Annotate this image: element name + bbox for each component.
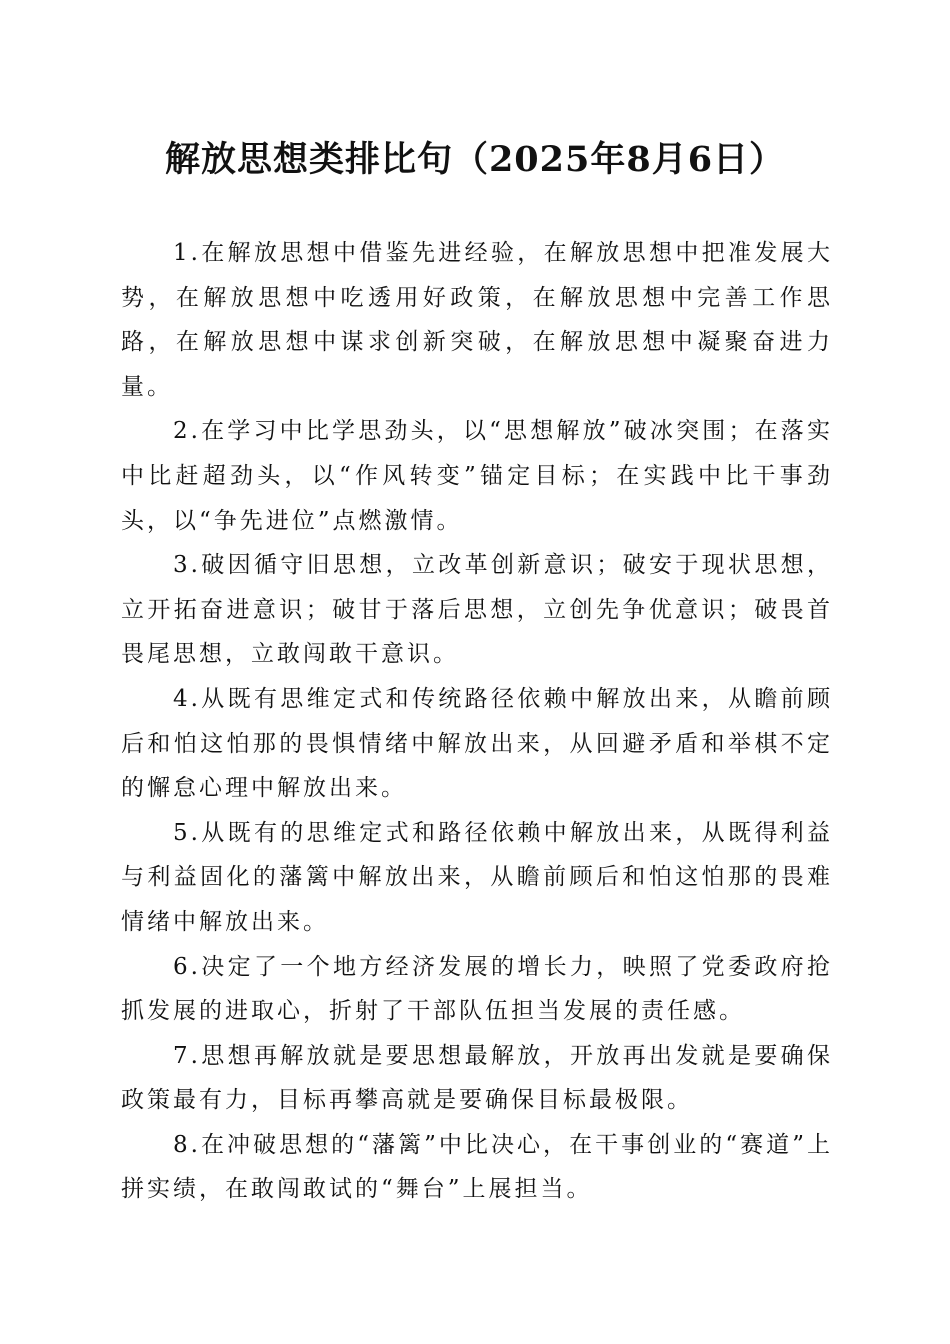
paragraph-2: 2.在学习中比学思劲头，以“思想解放”破冰突围；在落实中比赶超劲头，以“作风转变”锚定目标；在实践中比干事劲头，以“争先进位”点燃激情。 <box>121 418 833 534</box>
paragraph-7: 7.思想再解放就是要思想最解放，开放再出发就是要确保政策最有力，目标再攀高就是要确保目标最极限。 <box>121 1042 833 1114</box>
document-body <box>121 231 833 1212</box>
paragraph-4: 4.从既有思维定式和传统路径依赖中解放出来，从瞻前顾后和怕这怕那的畏惧情绪中解放出来，从回避矛盾和举棋不定的懈怠心理中解放出来。 <box>121 685 833 802</box>
paragraph-6: 6.决定了一个地方经济发展的增长力，映照了党委政府抢抓发展的进取心，折射了干部队伍担当发展的责任感。 <box>121 953 833 1025</box>
paragraph-5: 5.从既有的思维定式和路径依赖中解放出来，从既得利益与利益固化的藩篱中解放出来，从瞻前顾后和怕这怕那的畏难情绪中解放出来。 <box>121 819 833 935</box>
paragraph-8: 8.在冲破思想的“藩篱”中比决心，在干事创业的“赛道”上拼实绩，在敢闯敢试的“舞台”上展担当。 <box>121 1131 833 1203</box>
paragraph-1: 1.在解放思想中借鉴先进经验，在解放思想中把准发展大势，在解放思想中吃透用好政策，在解放思想中完善工作思路，在解放思想中谋求创新突破，在解放思想中凝聚奋进力量。 <box>121 240 833 400</box>
document-title: 解放思想类排比句（2025年8月6日） <box>164 139 786 180</box>
paragraph-3: 3.破因循守旧思想，立改革创新意识；破安于现状思想，立开拓奋进意识；破甘于落后思想，立创先争优意识；破畏首畏尾思想，立敢闯敢干意识。 <box>121 552 833 668</box>
